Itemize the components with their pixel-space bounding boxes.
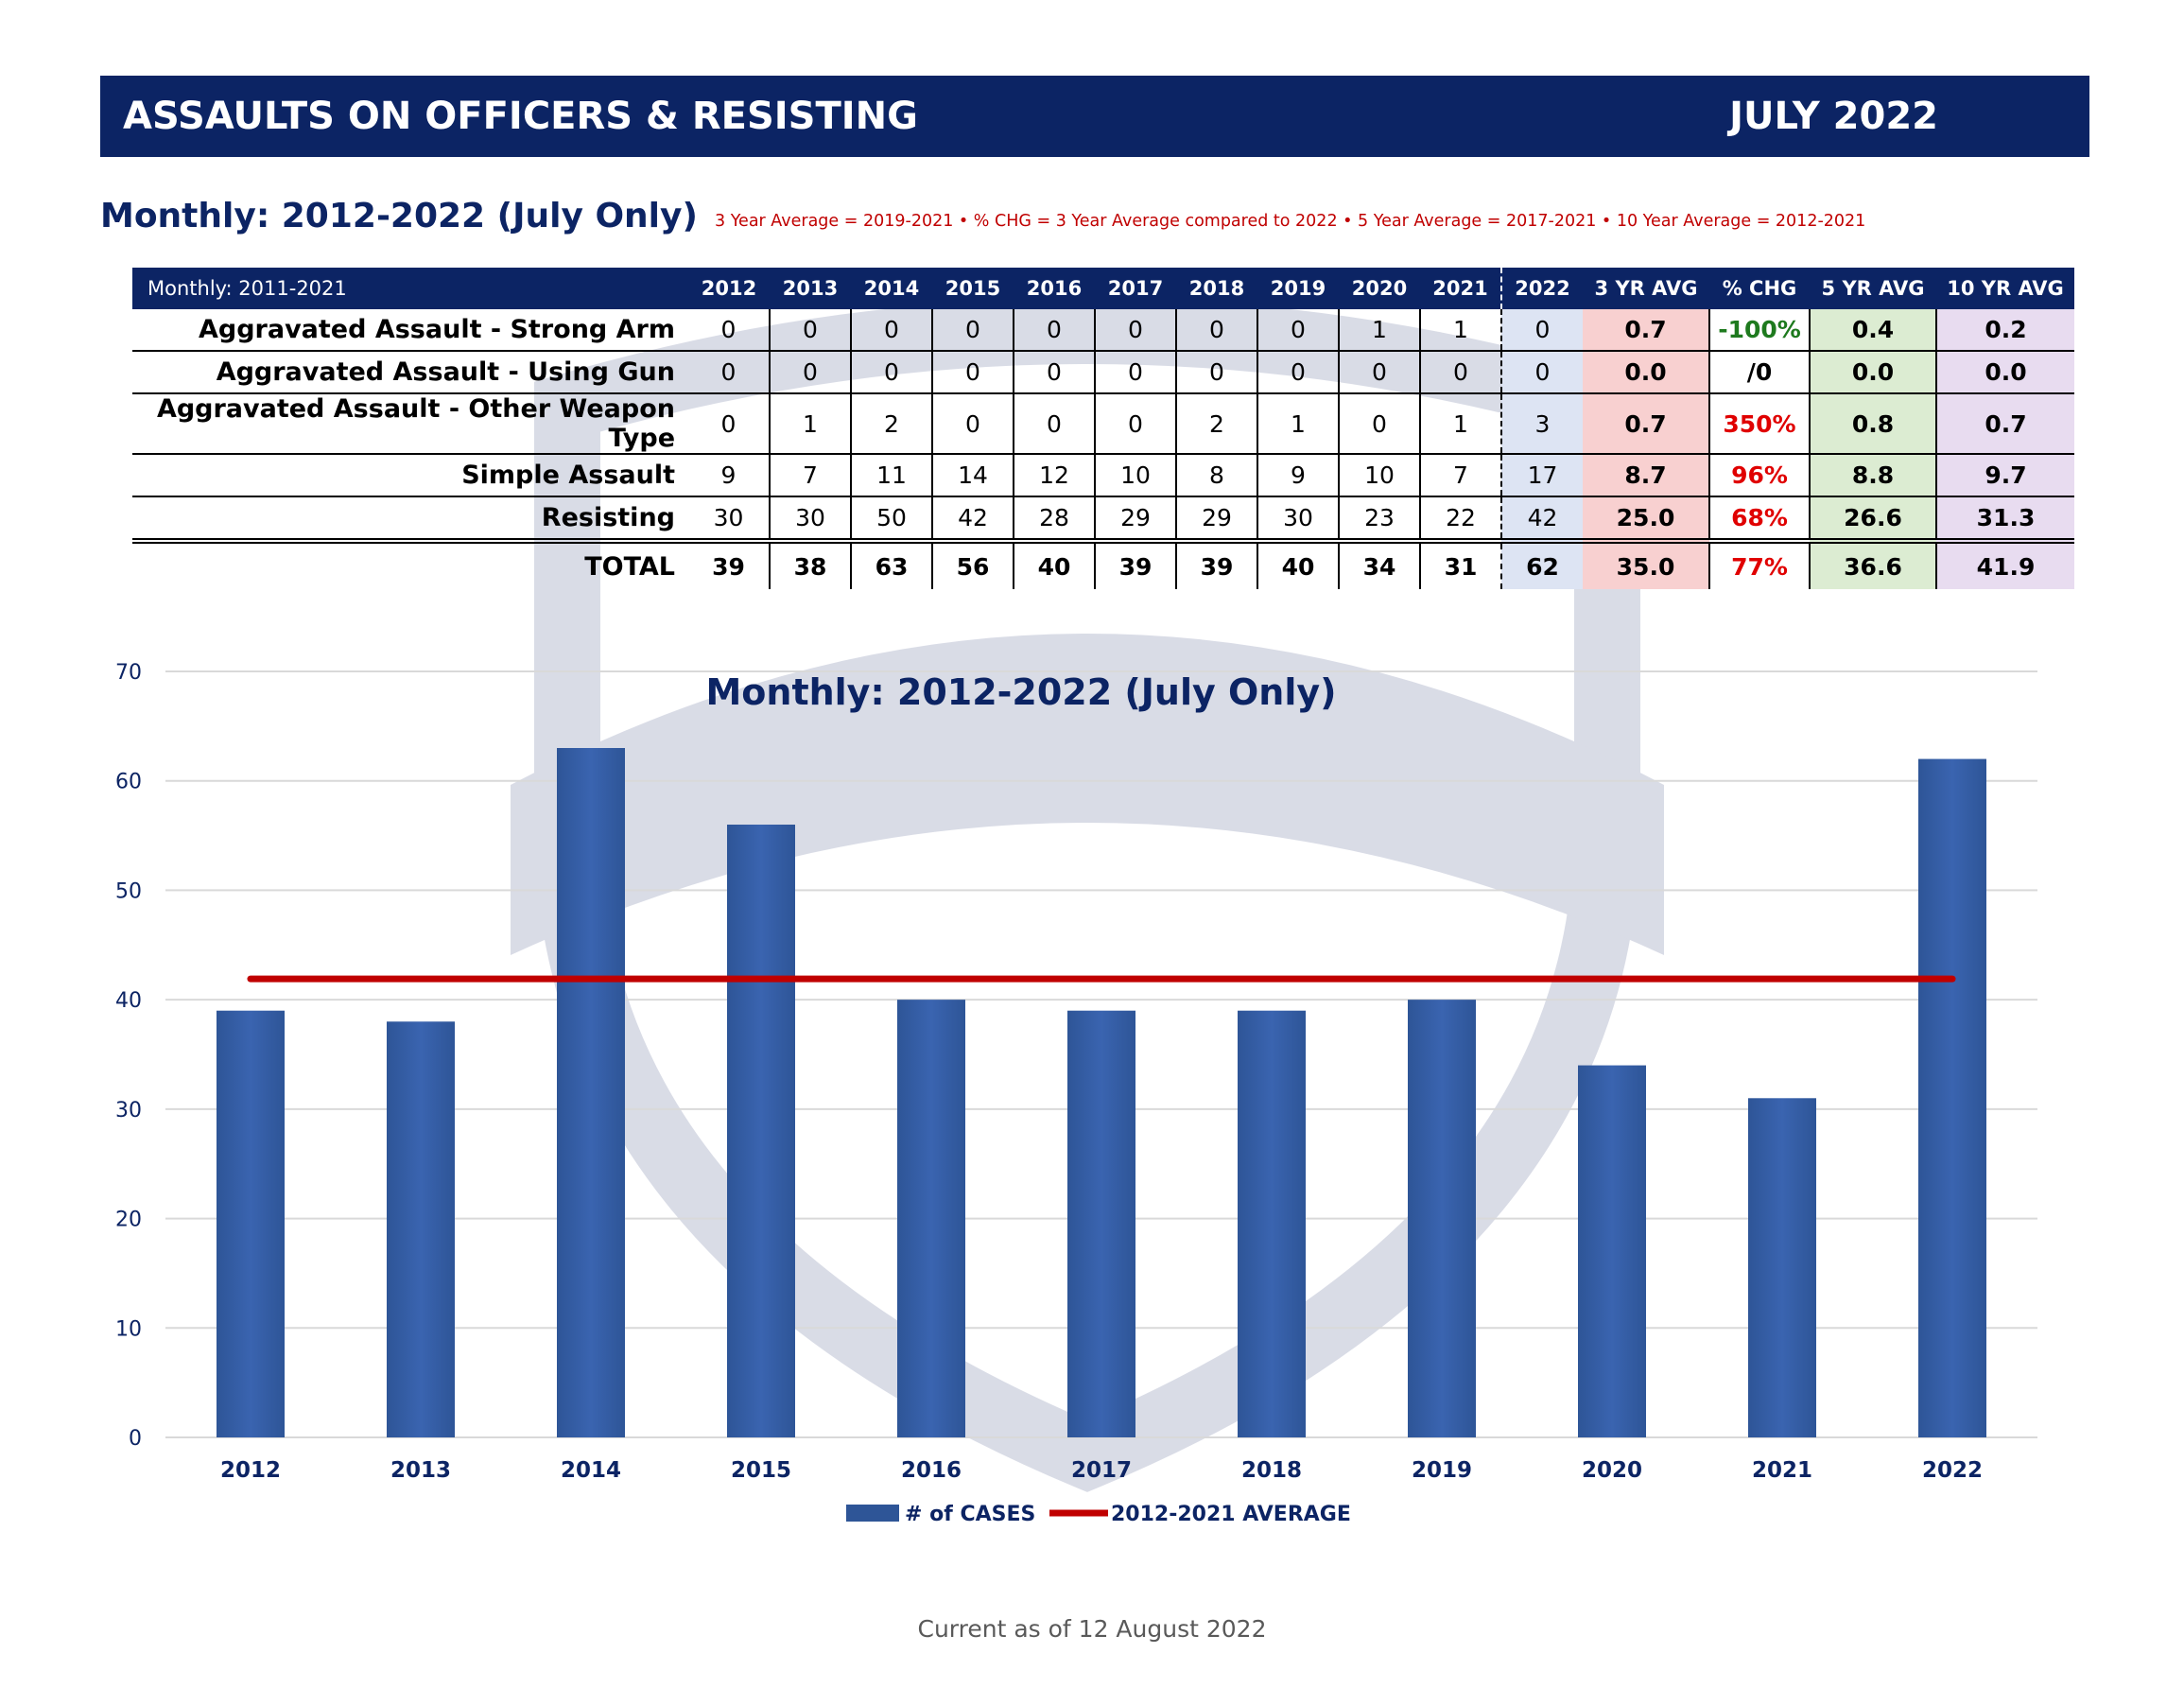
year-cell: 56 [932,541,1014,589]
y-tick-label: 60 [115,770,142,794]
y-tick-label: 50 [115,879,142,904]
footer-current-as-of: Current as of 12 August 2022 [917,1615,1267,1643]
five-year-avg-cell: 26.6 [1810,496,1936,541]
year-cell: 2 [851,393,932,454]
table-header-label: Monthly: 2011-2021 [132,268,688,309]
year-cell: 34 [1339,541,1420,589]
ten-year-avg-cell: 31.3 [1936,496,2074,541]
y-tick-label: 30 [115,1098,142,1122]
ten-year-avg-cell: 41.9 [1936,541,2074,589]
table-column-header: 2013 [770,268,851,309]
table-column-header: 2016 [1014,268,1095,309]
page-title: ASSAULTS ON OFFICERS & RESISTING [123,95,918,138]
year-cell: 1 [1339,309,1420,351]
y-tick-label: 20 [115,1208,142,1232]
year-cell: 0 [1176,309,1257,351]
year-cell: 0 [932,309,1014,351]
year-cell: 11 [851,454,932,496]
row-label: Aggravated Assault - Using Gun [132,351,688,393]
year-cell: 0 [1257,309,1339,351]
year-cell: 39 [688,541,770,589]
year-cell: 2 [1176,393,1257,454]
year-cell: 0 [932,351,1014,393]
table-column-header: 2022 [1501,268,1583,309]
year-cell: 0 [1339,393,1420,454]
row-label: Simple Assault [132,454,688,496]
averages-legend-note: 3 Year Average = 2019-2021 • % CHG = 3 Year Average compared to 2022 • 5 Year Average = 2017-2021 • 10 Year Average = 2012-2021 [715,212,1866,231]
year-cell: 0 [1014,393,1095,454]
three-year-avg-cell: 8.7 [1583,454,1709,496]
year-cell: 39 [1176,541,1257,589]
x-tick-label: 2018 [1240,1458,1303,1483]
bar-2017 [1067,1011,1135,1437]
year-cell: 23 [1339,496,1420,541]
year-cell: 0 [1420,351,1501,393]
year-cell: 7 [770,454,851,496]
x-tick-label: 2019 [1411,1458,1473,1483]
x-tick-label: 2021 [1751,1458,1813,1483]
year-cell: 30 [770,496,851,541]
year-cell: 0 [688,393,770,454]
year-cell: 7 [1420,454,1501,496]
chart-title: Monthly: 2012-2022 (July Only) [705,671,1337,713]
year-cell: 40 [1257,541,1339,589]
x-tick-label: 2022 [1921,1458,1984,1483]
legend-label-cases: # of CASES [905,1503,1036,1526]
percent-change-cell: 77% [1709,541,1810,589]
year-cell: 22 [1420,496,1501,541]
year-cell: 1 [770,393,851,454]
table-column-header: 2012 [688,268,770,309]
year-cell: 62 [1501,541,1583,589]
y-tick-label: 40 [115,989,142,1014]
three-year-avg-cell: 0.7 [1583,393,1709,454]
row-label: TOTAL [132,541,688,589]
year-cell: 0 [851,309,932,351]
year-cell: 0 [932,393,1014,454]
ten-year-avg-cell: 0.0 [1936,351,2074,393]
table-column-header: 3 YR AVG [1583,268,1709,309]
table-column-header: 2019 [1257,268,1339,309]
bar-2016 [897,1000,965,1437]
year-cell: 31 [1420,541,1501,589]
five-year-avg-cell: 8.8 [1810,454,1936,496]
percent-change-cell: 350% [1709,393,1810,454]
x-tick-label: 2014 [560,1458,622,1483]
bar-2019 [1408,1000,1476,1437]
table-column-header: 2017 [1095,268,1176,309]
year-cell: 0 [1339,351,1420,393]
legend-label-average: 2012-2021 AVERAGE [1111,1503,1351,1526]
year-cell: 10 [1339,454,1420,496]
bar-2018 [1238,1011,1306,1437]
year-cell: 0 [1501,309,1583,351]
year-cell: 63 [851,541,932,589]
year-cell: 3 [1501,393,1583,454]
ten-year-avg-cell: 9.7 [1936,454,2074,496]
year-cell: 0 [688,351,770,393]
year-cell: 8 [1176,454,1257,496]
bar-2015 [727,825,795,1437]
year-cell: 38 [770,541,851,589]
y-tick-label: 0 [129,1427,142,1451]
year-cell: 0 [1014,309,1095,351]
table-column-header: 2015 [932,268,1014,309]
three-year-avg-cell: 0.0 [1583,351,1709,393]
five-year-avg-cell: 0.8 [1810,393,1936,454]
year-cell: 0 [1176,351,1257,393]
year-cell: 0 [1501,351,1583,393]
year-cell: 0 [688,309,770,351]
y-tick-label: 10 [115,1317,142,1342]
ten-year-avg-cell: 0.2 [1936,309,2074,351]
year-cell: 0 [770,309,851,351]
ten-year-avg-cell: 0.7 [1936,393,2074,454]
table-column-header: 2020 [1339,268,1420,309]
year-cell: 9 [688,454,770,496]
x-tick-label: 2020 [1581,1458,1643,1483]
report-date: JULY 2022 [1729,95,1938,138]
year-cell: 1 [1420,309,1501,351]
year-cell: 9 [1257,454,1339,496]
percent-change-cell: 96% [1709,454,1810,496]
year-cell: 30 [688,496,770,541]
row-label: Aggravated Assault - Strong Arm [132,309,688,351]
three-year-avg-cell: 25.0 [1583,496,1709,541]
bar-2021 [1748,1098,1816,1437]
year-cell: 0 [1095,351,1176,393]
year-cell: 42 [1501,496,1583,541]
year-cell: 10 [1095,454,1176,496]
table-column-header: 2021 [1420,268,1501,309]
x-tick-label: 2012 [219,1458,282,1483]
year-cell: 28 [1014,496,1095,541]
table-column-header: 10 YR AVG [1936,268,2074,309]
bar-2013 [387,1021,455,1437]
year-cell: 29 [1095,496,1176,541]
year-cell: 0 [851,351,932,393]
percent-change-cell: 68% [1709,496,1810,541]
year-cell: 30 [1257,496,1339,541]
year-cell: 29 [1176,496,1257,541]
legend-swatch-cases [846,1505,899,1522]
bar-2022 [1918,759,1986,1437]
three-year-avg-cell: 35.0 [1583,541,1709,589]
x-tick-label: 2017 [1070,1458,1133,1483]
table-column-header: % CHG [1709,268,1810,309]
five-year-avg-cell: 0.4 [1810,309,1936,351]
percent-change-cell: -100% [1709,309,1810,351]
year-cell: 0 [1095,309,1176,351]
year-cell: 0 [1014,351,1095,393]
year-cell: 14 [932,454,1014,496]
bar-2014 [557,748,625,1437]
table-column-header: 2014 [851,268,932,309]
year-cell: 1 [1257,393,1339,454]
year-cell: 12 [1014,454,1095,496]
bar-2020 [1578,1066,1646,1437]
three-year-avg-cell: 0.7 [1583,309,1709,351]
y-tick-label: 70 [115,661,142,685]
x-tick-label: 2013 [390,1458,452,1483]
five-year-avg-cell: 0.0 [1810,351,1936,393]
x-tick-label: 2016 [900,1458,962,1483]
five-year-avg-cell: 36.6 [1810,541,1936,589]
year-cell: 39 [1095,541,1176,589]
bar-2012 [217,1011,285,1437]
row-label: Aggravated Assault - Other Weapon Type [132,393,688,454]
year-cell: 42 [932,496,1014,541]
row-label: Resisting [132,496,688,541]
year-cell: 0 [770,351,851,393]
table-column-header: 2018 [1176,268,1257,309]
percent-change-cell: /0 [1709,351,1810,393]
section-subtitle: Monthly: 2012-2022 (July Only) [100,197,698,235]
year-cell: 1 [1420,393,1501,454]
x-tick-label: 2015 [730,1458,792,1483]
table-column-header: 5 YR AVG [1810,268,1936,309]
year-cell: 17 [1501,454,1583,496]
year-cell: 40 [1014,541,1095,589]
year-cell: 0 [1257,351,1339,393]
year-cell: 50 [851,496,932,541]
year-cell: 0 [1095,393,1176,454]
